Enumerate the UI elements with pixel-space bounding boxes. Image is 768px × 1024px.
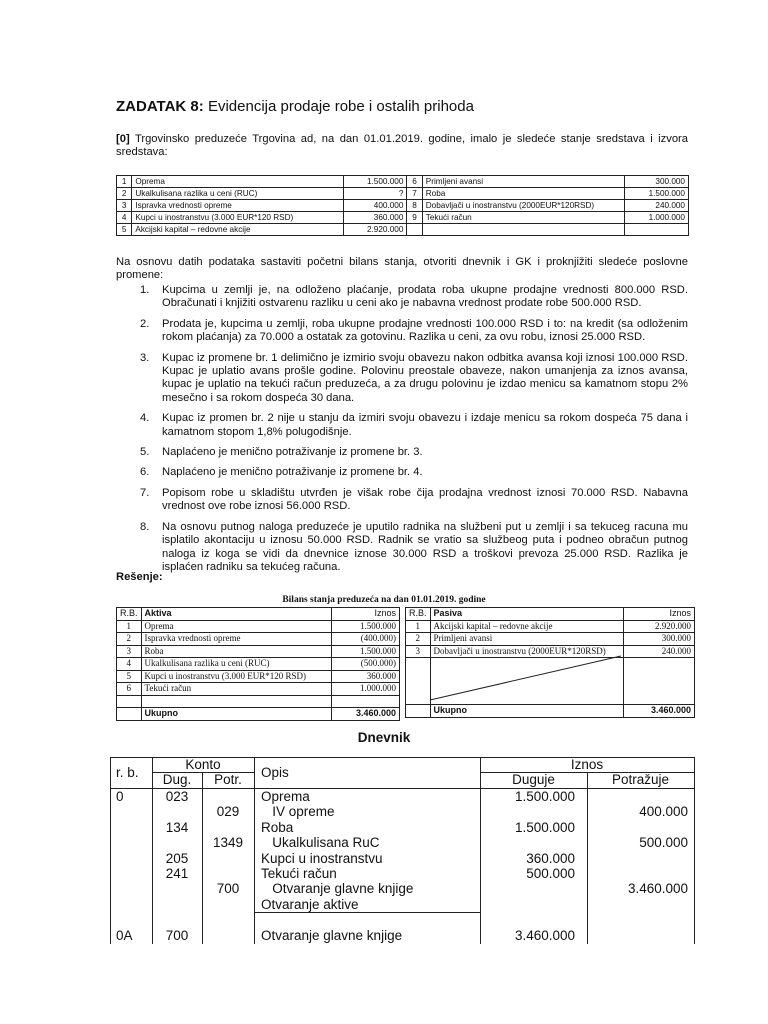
state-rb: 6 [407,176,422,188]
journal-title: Dnevnik [357,730,411,745]
journal-row-opis: Ukalkulisana RuC [261,835,380,851]
balance-row [117,670,400,683]
state-value: 1.000.000 [625,212,689,224]
balance-name: Ukalkulisana razlika u ceni (RUC) [141,658,331,671]
balance-head-rb: R.B. [406,608,431,621]
state-name: Kupci u inostranstvu (3.000 EUR*120 RSD) [132,212,343,224]
journal-row-dug: 241 [165,866,189,881]
journal-row-potrazuje: 3.460.000 [627,881,688,897]
journal-row-duguje: 360.000 [526,850,575,866]
journal-row-potr: 700 [216,881,240,897]
balance-name: Primljeni avansi [430,633,624,646]
balance-value: (400.000) [331,633,399,646]
journal-row-potr: 1349 [212,835,244,851]
state-table [116,175,689,236]
task-text: Kupac iz promen br. 2 nije u stanju da izmiri svoju obavezu i izdaje menicu sa rokom dospeća 75 dana i kamatnom stopom 1,8% polugodišnje. [162,412,688,438]
task-text: Kupac iz promene br. 1 delimično je izmirio svoju obavezu nakon odbitka avansa koji iznosi 100.000 RSD. Kupac je uplatio avans prošle godine. Polovinu preostale obaveze, nakon umanjenja za iznos avansa, kupac je uplatio na tekući račun preduzeća, a za drugu polovinu je izdao menicu sa kamatnom stopu 2% mesečno i sa rokom dospeća 30 dana. [162,351,688,404]
balance-total-row [406,705,695,718]
balance-total-rb [406,705,431,718]
task-text: Prodata je, kupcima u zemlji, roba ukupne prodajne vrednosti 100.000 RSD i to: na kredit (sa odloženim rokom plaćanja) za 70.000 a ostatak za gotovinu. Razlika u ceni, za ovu robu, iznosi 25.000 RSD. [162,317,688,344]
task-text: Popisom robe u skladištu utvrđen je višak robe čija prodajna vrednost iznosi 70.000 RSD. Nabavna vrednost ove robe iznosi 56.000 RSD. [162,486,688,513]
state-name: Ispravka vrednosti opreme [132,200,343,212]
task-item [116,446,688,459]
journal-row-dug: 134 [165,819,189,835]
balance-total-row [117,708,400,721]
journal-row-0a-dug: 700 [165,928,189,943]
balance-value: (500.000) [331,658,399,671]
journal-head-iznos: Iznos [570,757,604,772]
task-number: 2. [140,317,150,330]
balance-name: Dobavljači u inostranstvu (2000EUR*120RSD) [430,645,624,658]
journal-row-duguje: 1.500.000 [514,789,575,804]
task-number: 4. [140,412,150,425]
journal-row-0a-duguje: 3.460.000 [514,928,575,943]
journal-row-opis: Otvaranje aktive [261,896,359,912]
journal-row-opis: Otvaranje glavne knjige [261,881,414,897]
balance-rb: 3 [406,645,431,658]
journal-head-potrazuje: Potražuje [611,772,670,787]
balance-name: Tekući račun [141,683,331,696]
state-name [422,224,625,236]
state-row [117,188,689,200]
balance-head-row [117,608,400,621]
balance-rb: 3 [117,645,142,658]
task-item [116,412,688,439]
state-name: Dobavljači u inostranstvu (2000EUR*120RSD) [422,200,625,212]
instruction-paragraph: Na osnovu datih podataka sastaviti početni bilans stanja, otvoriti dnevnik i GK i proknjižiti sledeće poslovne promene: [116,256,688,282]
balance-name: Oprema [141,620,331,633]
balance-head-value: Iznos [331,608,399,621]
journal-head-potr: Potr. [214,772,242,787]
balance-rb: 2 [406,633,431,646]
state-rb: 3 [117,200,132,212]
state-value: 300.000 [625,176,689,188]
state-rb: 5 [117,224,132,236]
balance-total-label: Ukupno [430,705,624,718]
state-rb: 8 [407,200,422,212]
balance-total-label: Ukupno [141,708,331,721]
journal-row-opis: IV opreme [261,804,335,820]
state-value [625,224,689,236]
balance-value: 1.500.000 [331,645,399,658]
balance-value: 300.000 [624,633,695,646]
balance-rb: 1 [406,620,431,633]
state-rb [407,224,422,236]
state-value: 2.920.000 [343,224,407,236]
balance-row [406,633,695,646]
journal-row-0a-opis: Otvaranje glavne knjige [261,928,403,943]
solution-label: Rešenje: [116,571,163,583]
balance-value [624,681,695,693]
task-number: 3. [140,351,150,364]
balance-rb [406,670,431,682]
task-number: 7. [140,486,150,499]
journal-row-duguje: 500.000 [526,866,575,881]
state-row [117,176,689,188]
state-rb: 7 [407,188,422,200]
balance-value [624,693,695,705]
journal-row-opis: Kupci u inostranstvu [261,850,383,866]
balance-row [117,633,400,646]
balance-name: Akcijski kapital – redovne akcije [430,620,624,633]
balance-value: 360.000 [331,670,399,683]
task-item [116,466,688,479]
state-name: Roba [422,188,625,200]
journal-row-potr: 029 [216,804,240,820]
state-value: 1.500.000 [343,176,407,188]
state-name: Akcijski kapital – redovne akcije [132,224,343,236]
journal-row-potrazuje: 500.000 [639,835,688,851]
journal-row-dug: 205 [165,850,189,866]
state-name: Oprema [132,176,343,188]
balance-title: Bilans stanja preduzeća na dan 01.01.2019. godine [282,595,486,605]
journal-row-opis: Roba [261,819,294,835]
balance-value [331,695,399,708]
balance-total-value: 3.460.000 [624,705,695,718]
state-value: 400.000 [343,200,407,212]
balance-rb: 5 [117,670,142,683]
state-value: 360.000 [343,212,407,224]
task-item [116,521,688,575]
state-rb: 4 [117,212,132,224]
task-item [116,352,688,406]
balance-rb: 4 [117,658,142,671]
state-row [117,224,689,236]
pasiva-strike-line [428,654,623,702]
balance-rb: 1 [117,620,142,633]
task-number: 6. [140,466,150,479]
state-name: Tekući račun [422,212,625,224]
balance-value: 1.500.000 [331,620,399,633]
balance-row [406,620,695,633]
task-text: Naplaćeno je menično potraživanje iz promene br. 4. [162,466,423,479]
balance-head-value: Iznos [624,608,695,621]
state-value: ? [343,188,407,200]
balance-value: 1.000.000 [331,683,399,696]
state-name: Ukalkulisana razlika u ceni (RUC) [132,188,343,200]
balance-name: Roba [141,645,331,658]
journal-head-duguje: Duguje [512,772,555,787]
journal-row-potrazuje: 400.000 [639,804,688,820]
state-rb: 9 [407,212,422,224]
balance-row [117,658,400,671]
balance-row [117,683,400,696]
balance-rb [406,693,431,705]
balance-empty-row [117,695,400,708]
balance-value [624,658,695,670]
balance-row [117,620,400,633]
balance-rb [406,658,431,670]
task-item [116,284,688,311]
balance-name: Kupci u inostranstvu (3.000 EUR*120 RSD) [141,670,331,683]
balance-rb: 6 [117,683,142,696]
balance-row [117,645,400,658]
state-value: 240.000 [625,200,689,212]
balance-head-name: Pasiva [430,608,624,621]
balance-total-rb [117,708,142,721]
balance-head-row [406,608,695,621]
balance-value: 2.920.000 [624,620,695,633]
journal-head-rb: r. b. [116,765,139,780]
task-number: 1. [140,284,150,296]
state-name: Primljeni avansi [422,176,625,188]
balance-head-name: Aktiva [141,608,331,621]
task-text: Kupcima u zemlji je, na odloženo plaćanje, prodata roba ukupne prodajne vrednosti 800.000 RSD. Obračunati i knjižiti ostvarenu razliku u ceni ako je nabavna vrednost prodate robe 500.000 RSD. [162,284,688,310]
balance-value [624,670,695,682]
balance-rb [406,681,431,693]
task-text: Naplaćeno je menično potraživanje iz promene br. 3. [162,446,423,459]
journal-head-opis: Opis [261,765,289,780]
task-list [116,284,688,581]
task-item [116,318,688,345]
journal-row-0a-rb: 0A [116,928,133,943]
balance-name [141,695,331,708]
state-value: 1.500.000 [625,188,689,200]
state-row [117,200,689,212]
journal-row-opis: Tekući račun [261,866,337,881]
journal-row-opis: Oprema [261,789,310,804]
balance-name: Ispravka vrednosti opreme [141,633,331,646]
task-text: Na osnovu putnog naloga preduzeće je uputilo radnika na službeni put u zemlji i sa tekuceg racuna mu isplatilo akontaciju u iznosu 50.000 RSD. Radnik se vratio sa službeog puta i podneo obračun putnog naloga iz koga se vidi da dnevnice iznose 30.000 RSD a troškovi prevoza 25.000 RSD. Razlika je isplaćen radniku sa tekućeg računa. [162,520,688,573]
task-item [116,487,688,514]
journal-row-rb: 0 [116,789,124,804]
aktiva-table [116,607,400,721]
balance-value: 240.000 [624,645,695,658]
balance-rb [117,695,142,708]
journal-row-dug: 023 [165,789,189,804]
journal-row-duguje: 1.500.000 [514,819,575,835]
journal-head-konto: Konto [185,757,221,772]
balance-head-rb: R.B. [117,608,142,621]
balance-rb: 2 [117,633,142,646]
state-rb: 1 [117,176,132,188]
page-title: ZADATAK 8: Evidencija prodaje robe i ostalih prihoda [116,98,474,115]
intro-paragraph: [0] Trgovinsko preduzeće Trgovina ad, na dan 01.01.2019. godine, imalo je sledeće stanje sredstava i izvora sredstava: [116,133,688,159]
state-row [117,212,689,224]
task-number: 5. [140,446,150,459]
task-number: 8. [140,520,150,533]
journal-head-dug: Dug. [162,772,192,787]
state-rb: 2 [117,188,132,200]
balance-total-value: 3.460.000 [331,708,399,721]
